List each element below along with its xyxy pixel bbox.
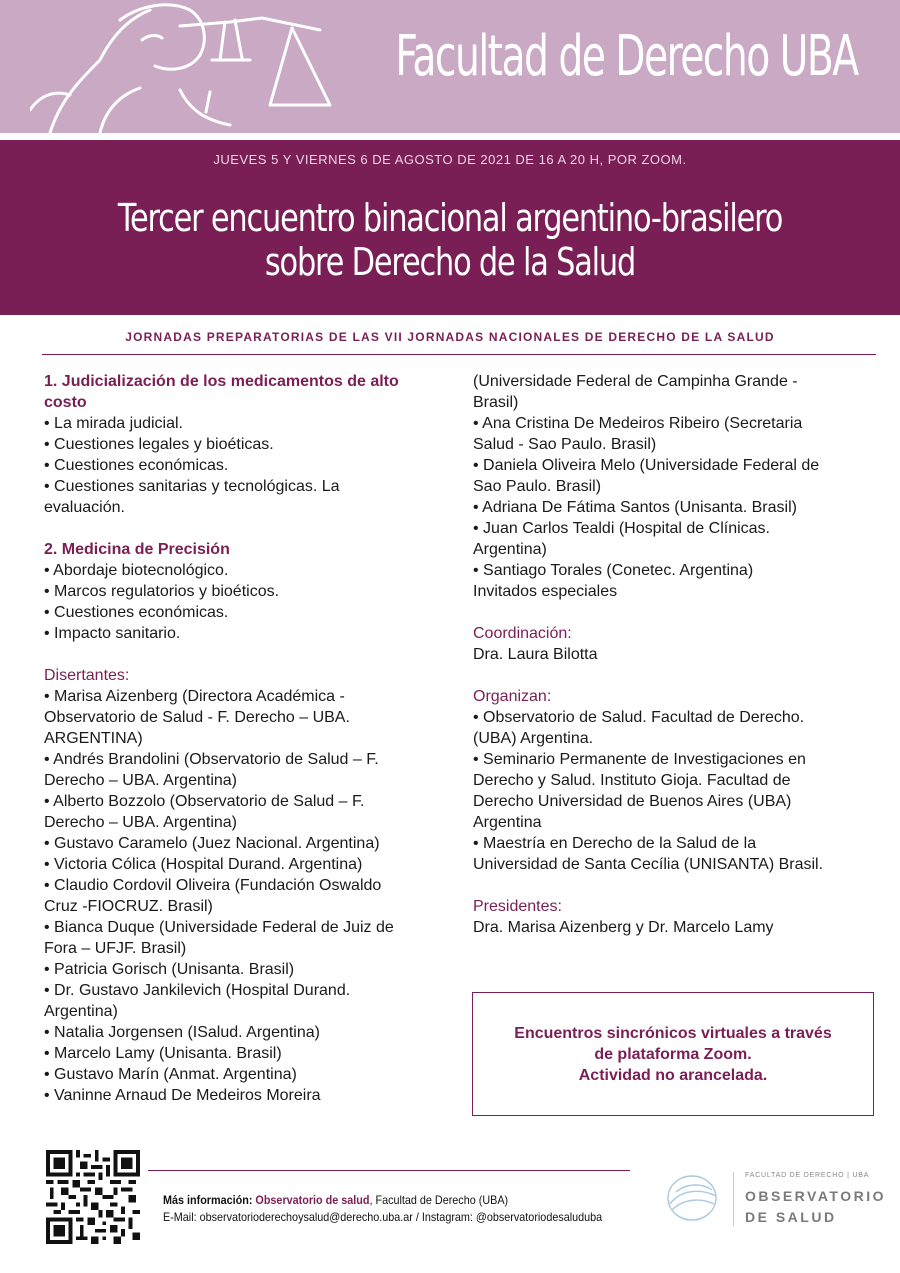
event-title-line1: Tercer encuentro binacional argentino-brasilero bbox=[117, 196, 783, 240]
more-info bbox=[163, 1192, 602, 1209]
list-item: • Dr. Gustavo Jankilevich (Hospital Durand. bbox=[44, 982, 351, 999]
logo-name-line2: DE SALUD bbox=[745, 1209, 837, 1225]
note-line: Encuentros sincrónicos virtuales a través bbox=[514, 1024, 832, 1042]
zoom-note-box bbox=[472, 992, 874, 1116]
list-item: Observatorio de Salud - F. Derecho – UBA. bbox=[44, 709, 350, 726]
list-item: Derecho Universidad de Buenos Aires (UBA) bbox=[473, 793, 792, 810]
faculty-title: Facultad de Derecho UBA bbox=[395, 24, 858, 89]
section-1-title-line: costo bbox=[44, 394, 87, 411]
logo-divider bbox=[733, 1172, 734, 1226]
list-item: Fora – UFJF. Brasil) bbox=[44, 940, 187, 957]
coordination-name: Dra. Laura Bilotta bbox=[473, 646, 598, 663]
list-item: • Victoria Cólica (Hospital Durand. Argentina) bbox=[44, 856, 363, 873]
list-item: • Cuestiones económicas. bbox=[44, 604, 229, 621]
presidents-label: Presidentes: bbox=[473, 898, 562, 915]
list-item: evaluación. bbox=[44, 499, 125, 516]
list-item: Invitados especiales bbox=[473, 583, 618, 600]
list-item: • Claudio Cordovil Oliveira (Fundación Oswaldo bbox=[44, 877, 382, 894]
list-item: Argentina) bbox=[44, 1003, 118, 1020]
justice-illustration-icon bbox=[30, 0, 370, 133]
more-info-rest: , Facultad de Derecho (UBA) bbox=[369, 1193, 509, 1207]
right-column bbox=[473, 371, 873, 938]
note-line: de plataforma Zoom. bbox=[594, 1045, 752, 1063]
list-item: • Marisa Aizenberg (Directora Académica - bbox=[44, 688, 345, 705]
list-item: Salud - Sao Paulo. Brasil) bbox=[473, 436, 657, 453]
list-item: Derecho y Salud. Instituto Gioja. Facultad de bbox=[473, 772, 791, 789]
list-item: • Maestría en Derecho de la Salud de la bbox=[473, 835, 757, 852]
qr-code-icon[interactable] bbox=[46, 1150, 140, 1244]
observatorio-logo-icon bbox=[664, 1170, 720, 1226]
list-item: • Seminario Permanente de Investigaciones en bbox=[473, 751, 806, 768]
list-item: • Alberto Bozzolo (Observatorio de Salud – F. bbox=[44, 793, 365, 810]
more-info-label: Más información: bbox=[163, 1193, 253, 1207]
left-column bbox=[44, 371, 442, 1106]
event-title bbox=[90, 196, 810, 284]
list-item: • Ana Cristina De Medeiros Ribeiro (Secretaria bbox=[473, 415, 803, 432]
section-1-title-line: 1. Judicialización de los medicamentos de alto bbox=[44, 373, 399, 390]
list-item: • Cuestiones legales y bioéticas. bbox=[44, 436, 274, 453]
logo-faculty-text: FACULTAD DE DERECHO | UBA bbox=[745, 1172, 870, 1179]
divider bbox=[42, 354, 876, 355]
footer-info bbox=[163, 1192, 602, 1226]
list-item: • Marcelo Lamy (Unisanta. Brasil) bbox=[44, 1045, 282, 1062]
observatorio-link[interactable]: Observatorio de salud bbox=[255, 1193, 370, 1207]
list-item: • Patricia Gorisch (Unisanta. Brasil) bbox=[44, 961, 295, 978]
list-item: • Juan Carlos Tealdi (Hospital de Clínicas. bbox=[473, 520, 770, 537]
logo-name-line1: OBSERVATORIO bbox=[745, 1188, 886, 1204]
section-1-title bbox=[44, 371, 442, 413]
list-item: • Abordaje biotecnológico. bbox=[44, 562, 229, 579]
list-item: • Natalia Jorgensen (ISalud. Argentina) bbox=[44, 1024, 320, 1041]
section-2-title: 2. Medicina de Precisión bbox=[44, 541, 230, 558]
speakers-label: Disertantes: bbox=[44, 667, 130, 684]
list-item: Derecho – UBA. Argentina) bbox=[44, 814, 237, 831]
list-item: • Gustavo Caramelo (Juez Nacional. Argentina) bbox=[44, 835, 380, 852]
footer-divider bbox=[148, 1170, 630, 1171]
list-item: (Universidade Federal de Campinha Grande - bbox=[473, 373, 798, 390]
list-item: • Andrés Brandolini (Observatorio de Salud – F. bbox=[44, 751, 379, 768]
list-item: • Cuestiones sanitarias y tecnológicas. La bbox=[44, 478, 340, 495]
note-line: Actividad no arancelada. bbox=[578, 1066, 768, 1084]
header-band bbox=[0, 0, 900, 133]
list-item: Universidad de Santa Cecília (UNISANTA) Brasil. bbox=[473, 856, 824, 873]
list-item: Argentina) bbox=[473, 541, 547, 558]
event-title-line2: sobre Derecho de la Salud bbox=[264, 240, 636, 284]
list-item: Argentina bbox=[473, 814, 542, 831]
contact-line[interactable]: E-Mail: observatorioderechoysalud@derecho.uba.ar / Instagram: @observatoriodesaluduba bbox=[163, 1210, 603, 1224]
list-item: • Bianca Duque (Universidade Federal de Juiz de bbox=[44, 919, 394, 936]
list-item: • Observatorio de Salud. Facultad de Derecho. bbox=[473, 709, 805, 726]
list-item: • Cuestiones económicas. bbox=[44, 457, 229, 474]
list-item: • Marcos regulatorios y bioéticos. bbox=[44, 583, 280, 600]
list-item: Derecho – UBA. Argentina) bbox=[44, 772, 237, 789]
list-item: • Vaninne Arnaud De Medeiros Moreira bbox=[44, 1087, 321, 1104]
list-item: Cruz -FIOCRUZ. Brasil) bbox=[44, 898, 213, 915]
list-item: Brasil) bbox=[473, 394, 519, 411]
list-item: • Adriana De Fátima Santos (Unisanta. Brasil) bbox=[473, 499, 797, 516]
event-band bbox=[0, 140, 900, 315]
coordination-label: Coordinación: bbox=[473, 625, 572, 642]
list-item: • Daniela Oliveira Melo (Universidade Federal de bbox=[473, 457, 820, 474]
list-item: Sao Paulo. Brasil) bbox=[473, 478, 602, 495]
list-item: • Santiago Torales (Conetec. Argentina) bbox=[473, 562, 754, 579]
list-item: ARGENTINA) bbox=[44, 730, 143, 747]
organizers-label: Organizan: bbox=[473, 688, 552, 705]
list-item: (UBA) Argentina. bbox=[473, 730, 594, 747]
event-date: JUEVES 5 Y VIERNES 6 DE AGOSTO DE 2021 DE 16 A 20 H, POR ZOOM. bbox=[213, 152, 687, 167]
event-subtitle: JORNADAS PREPARATORIAS DE LAS VII JORNADAS NACIONALES DE DERECHO DE LA SALUD bbox=[125, 330, 775, 344]
list-item: • Impacto sanitario. bbox=[44, 625, 181, 642]
presidents-names: Dra. Marisa Aizenberg y Dr. Marcelo Lamy bbox=[473, 919, 774, 936]
list-item: • Gustavo Marín (Anmat. Argentina) bbox=[44, 1066, 297, 1083]
list-item: • La mirada judicial. bbox=[44, 415, 183, 432]
